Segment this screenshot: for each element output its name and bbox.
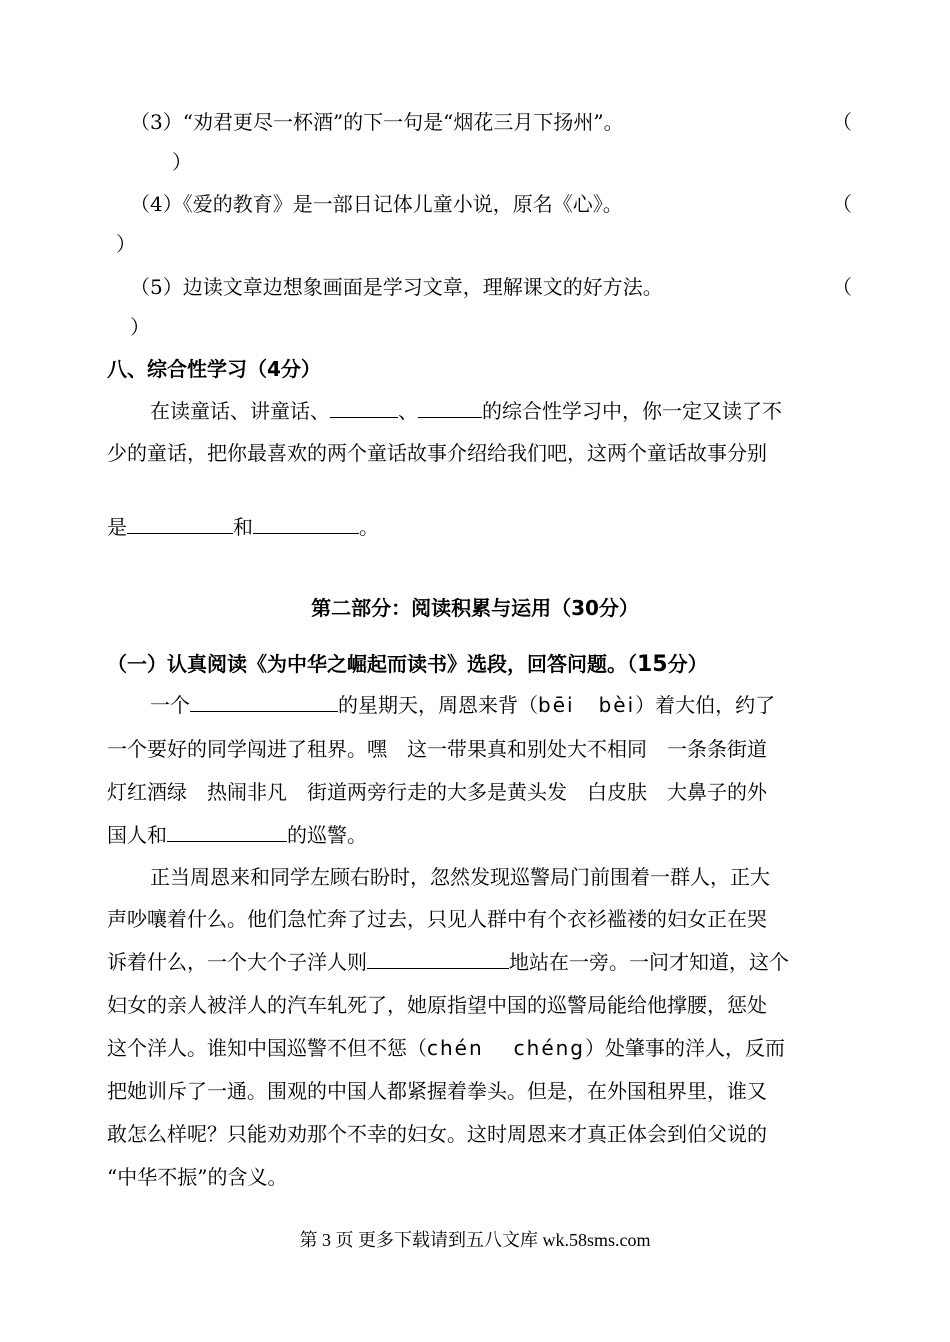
- page-footer: 第 3 页 更多下载请到五八文库 wk.58sms.com: [299, 1230, 651, 1250]
- section-8-line-2: 少的童话，把你最喜欢的两个童话故事介绍给我们吧，这两个童话故事分别: [107, 441, 767, 465]
- pinyin-option-cheng[interactable]: chéng: [513, 1036, 586, 1060]
- section-8-text-b: 的综合性学习中，你一定又读了不: [482, 399, 782, 423]
- pinyin-option-bei4[interactable]: bèi: [598, 693, 636, 717]
- passage-p1-line-4: [107, 821, 367, 849]
- blank-police[interactable]: [167, 821, 287, 842]
- passage-p2-line-1: 正当周恩来和同学左顾右盼时，忽然发现巡警局门前围着一群人，正大: [150, 865, 770, 889]
- passage-p1-line-3: 灯红酒绿 热闹非凡 街道两旁行走的大多是黄头发 白皮肤 大鼻子的外: [107, 780, 767, 804]
- section-8-sep: 、: [398, 399, 418, 423]
- judgement-item-5: （5）边读文章边想象画面是学习文章，理解课文的好方法。: [130, 275, 663, 299]
- pinyin-option-bei1[interactable]: bēi: [538, 693, 575, 717]
- section-8-text-shi: 是: [107, 515, 127, 539]
- passage-p2-line-8: “中华不振”的含义。: [107, 1165, 288, 1189]
- judgement-item-3: （3）“劝君更尽一杯酒”的下一句是“烟花三月下扬州”。: [130, 110, 624, 134]
- answer-paren-close-3: ）: [172, 150, 192, 174]
- pinyin-option-chen[interactable]: chén: [427, 1036, 484, 1060]
- passage-p2-line-2: 声吵嚷着什么。他们急忙奔了过去，只见人群中有个衣衫褴褛的妇女正在哭: [107, 907, 767, 931]
- section-8-title: 八、综合性学习（4分）: [107, 357, 321, 381]
- reading-1-title-b: 分）: [667, 652, 708, 676]
- answer-paren-close-4: ）: [116, 232, 136, 256]
- blank-story-1[interactable]: [127, 513, 233, 534]
- section-8-text-a: 在读童话、讲童话、: [150, 399, 330, 423]
- passage-p2-line-6: 把她训斥了一通。围观的中国人都紧握着拳头。但是，在外国租界里，谁又: [107, 1079, 767, 1103]
- p2-text-c: 这个洋人。谁知中国巡警不但不惩（: [107, 1036, 427, 1060]
- passage-p2-line-3: [107, 948, 789, 976]
- p2-text-b: 地站在一旁。一问才知道，这个: [509, 950, 789, 974]
- part-2-title: 第二部分：阅读积累与运用（30分）: [311, 596, 639, 620]
- p2-text-a: 诉着什么，一个大个子洋人则: [107, 950, 367, 974]
- answer-paren-open-4: （: [832, 192, 852, 216]
- section-8-line-3: [107, 513, 379, 541]
- blank-activity-2[interactable]: [418, 397, 482, 418]
- blank-story-2[interactable]: [253, 513, 359, 534]
- section-8-text-he: 和: [233, 515, 253, 539]
- passage-p2-line-5: [107, 1034, 785, 1062]
- answer-paren-close-5: ）: [130, 315, 150, 339]
- blank-weather[interactable]: [190, 691, 338, 712]
- reading-1-score: 15: [637, 652, 668, 677]
- p1-text-e: 的巡警。: [287, 823, 367, 847]
- passage-p1-line-2: 一个要好的同学闯进了租界。嘿 这一带果真和别处大不相同 一条条街道: [107, 737, 767, 761]
- section-8-line-1: [150, 397, 782, 425]
- passage-p2-line-7: 敢怎么样呢？只能劝劝那个不幸的妇女。这时周恩来才真正体会到伯父说的: [107, 1122, 767, 1146]
- passage-p2-line-4: 妇女的亲人被洋人的汽车轧死了，她原指望中国的巡警局能给他撑腰，惩处: [107, 993, 767, 1017]
- passage-p1-line-1: [150, 691, 775, 719]
- answer-paren-open-5: （: [832, 275, 852, 299]
- blank-activity-1[interactable]: [330, 397, 398, 418]
- p1-text-d: 国人和: [107, 823, 167, 847]
- p1-text-b: 的星期天，周恩来背（: [338, 693, 538, 717]
- p1-text-c: ）着大伯，约了: [635, 693, 776, 717]
- p1-text-a: 一个: [150, 693, 190, 717]
- answer-paren-open-3: （: [832, 110, 852, 134]
- blank-manner[interactable]: [367, 948, 509, 969]
- reading-1-title: [107, 650, 708, 679]
- reading-1-title-a: （一）认真阅读《为中华之崛起而读书》选段，回答问题。（: [107, 652, 637, 676]
- section-8-text-end: 。: [359, 515, 379, 539]
- judgement-item-4: （4）《爱的教育》是一部日记体儿童小说，原名《心》。: [130, 192, 623, 216]
- p2-text-d: ）处肇事的洋人，反而: [585, 1036, 786, 1060]
